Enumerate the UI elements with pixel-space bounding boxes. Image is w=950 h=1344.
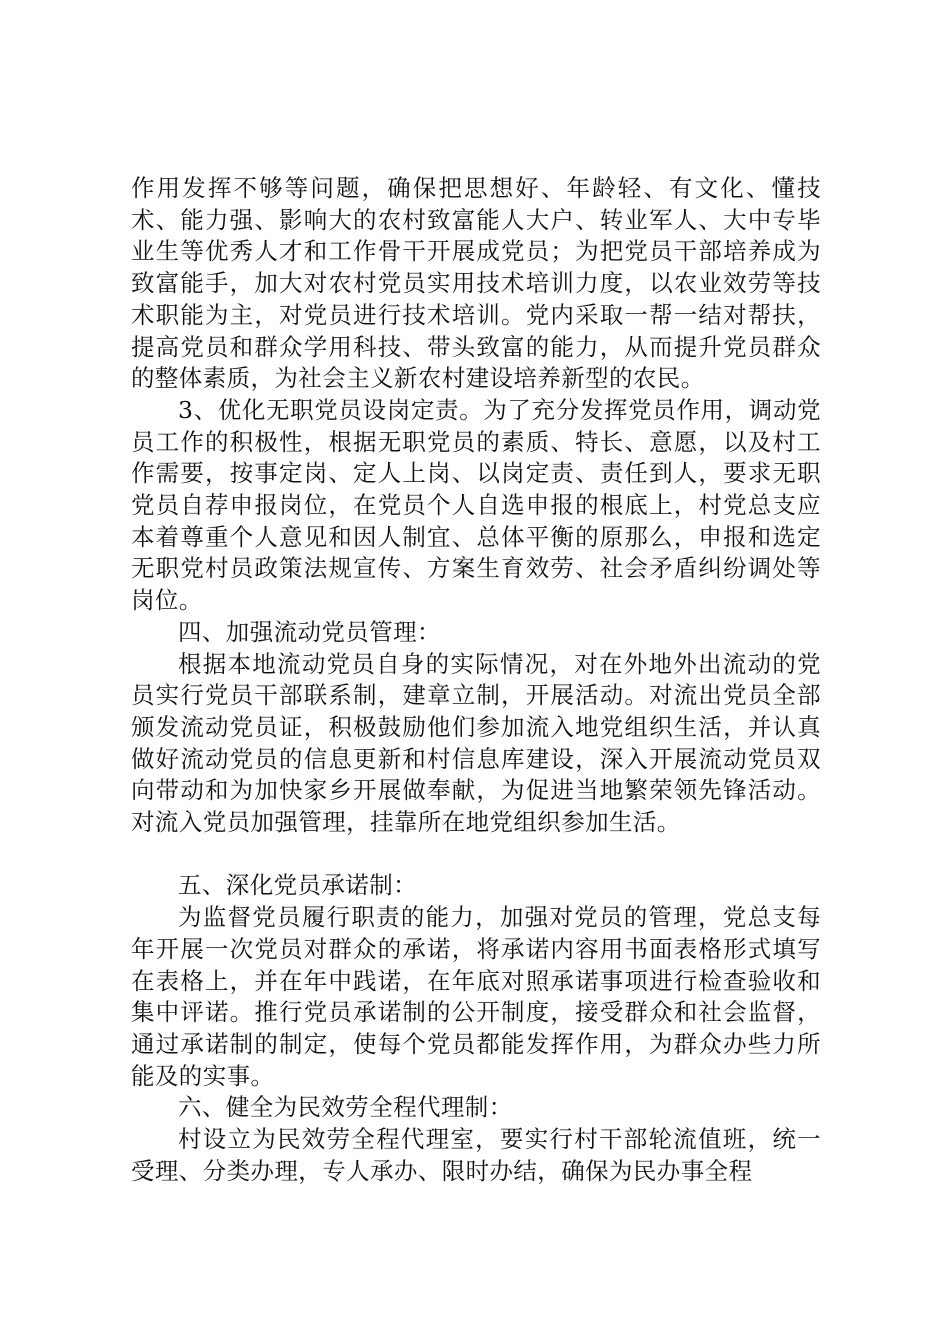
paragraph-optimize-posts: 3、优化无职党员设岗定责。为了充分发挥党员作用，调动党员工作的积极性，根据无职党员的素质、特长、意愿，以及村工作需要，按事定岗、定人上岗、以岗定责、责任到人，要求无职党员自荐申报岗位，在党员个人自选申报的根底上，村党总支应本着尊重个人意见和因人制宜、总体平衡的原那么，申报和选定无职党村员政策法规宣传、方案生育效劳、社会矛盾纠纷调处等岗位。 — [131, 395, 821, 615]
section-heading-commitment-system: 五、深化党员承诺制： — [178, 871, 417, 900]
section-heading-agency-system: 六、健全为民效劳全程代理制： — [178, 1093, 513, 1122]
paragraph-mobile-members: 根据本地流动党员自身的实际情况，对在外地外出流动的党员实行党员干部联系制，建章立制，开展活动。对流出党员全部颁发流动党员证，积极鼓励他们参加流入地党组织生活，并认真做好流动党员的信息更新和村信息库建设，深入开展流动党员双向带动和为加快家乡开展做奉献，为促进当地繁荣领先锋活动。对流入党员加强管理，挂靠所在地党组织参加生活。 — [131, 649, 821, 837]
paragraph-commitment-system: 为监督党员履行职责的能力，加强对党员的管理，党总支每年开展一次党员对群众的承诺，将承诺内容用书面表格形式填写在表格上，并在年中践诺，在年底对照承诺事项进行检查验收和集中评诺。推行党员承诺制的公开制度，接受群众和社会监督，通过承诺制的制定，使每个党员都能发挥作用，为群众办些力所能及的实事。 — [131, 903, 821, 1090]
paragraph-agency-system: 村设立为民效劳全程代理室，要实行村干部轮流值班，统一受理、分类办理，专人承办、限时办结，确保为民办事全程 — [131, 1125, 821, 1185]
paragraph-party-member-development: 作用发挥不够等问题，确保把思想好、年龄轻、有文化、懂技术、能力强、影响大的农村致富能人大户、转业军人、大中专毕业生等优秀人才和工作骨干开展成党员；为把党员干部培养成为致富能手，加大对农村党员实用技术培训力度，以农业效劳等技术职能为主，对党员进行技术培训。党内采取一帮一结对帮扶，提高党员和群众学用科技、带头致富的能力，从而提升党员群众的整体素质，为社会主义新农村建设培养新型的农民。 — [131, 174, 821, 393]
document-body — [131, 173, 821, 1187]
section-heading-mobile-members: 四、加强流动党员管理： — [178, 617, 441, 646]
